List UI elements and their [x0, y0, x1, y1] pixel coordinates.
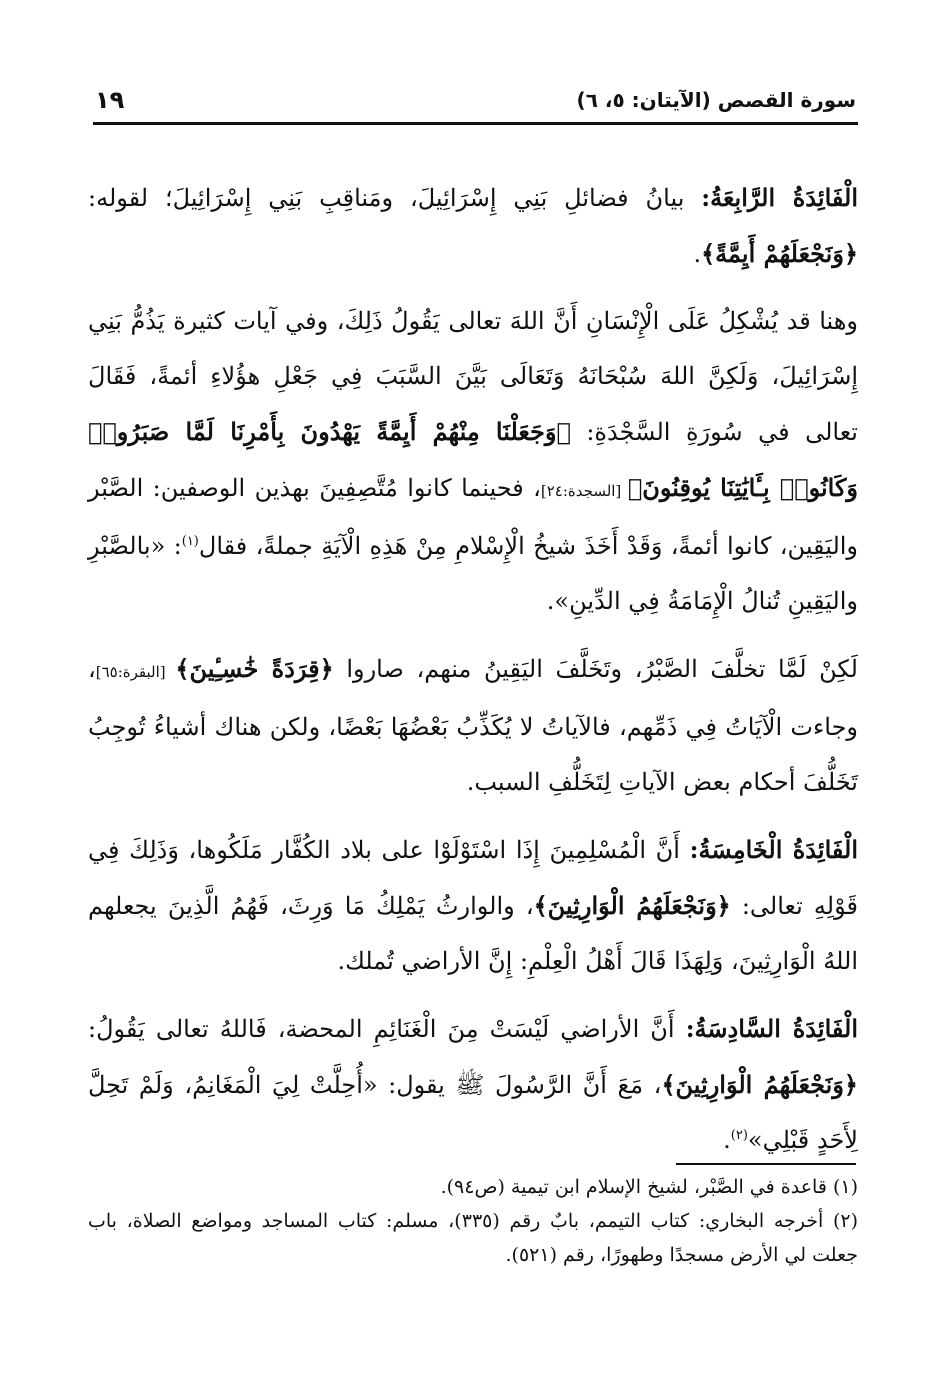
paragraph-text: لَكِنْ لَمَّا تخلَّفَ الصَّبْرُ، وتَخَلَّفَ اليَقِينُ منهم، صاروا: [333, 655, 858, 683]
verse-reference: [السجدة:٢٤]: [540, 482, 628, 500]
benefit-heading: الْفَائِدَةُ الرَّابِعَةُ:: [701, 183, 859, 212]
benefit-heading: الْفَائِدَةُ السَّادِسَةُ:: [685, 1014, 858, 1043]
quran-quote: ﴿وَجَعَلْنَا مِنْهُمْ أَيِمَّةً يَهْدُونَ بِأَمْرِنَا لَمَّا صَبَرُوا۟ وَكَانُوا۟ بِـَٔايَٰتِنَا يُوقِنُونَ﴾: [88, 417, 858, 502]
paragraph-text: بيانُ فضائلِ بَنِي إِسْرَائِيلَ، ومَناقِبِ بَنِي إِسْرَائِيلَ؛ لقوله:: [88, 184, 702, 212]
paragraph-text: .: [723, 1126, 731, 1154]
verse-reference: [البقرة:٦٥]: [95, 663, 176, 681]
paragraph-text: ، فحينما كانوا مُتَّصِفِينَ بهذين الوصفين: الصَّبْر واليَقِين، كانوا أئمةً، وَقَدْ أَخَذَ شيخُ الْإِسْلامِ مِنْ هَذِهِ الْآيَةِ جملةً، فقال: [88, 474, 859, 560]
benefit-heading: الْفَائِدَةُ الْخَامِسَةُ:: [689, 835, 859, 864]
paragraph-text: ، والوارثُ يَمْلِكُ مَا وَرِثَ، فَهُمُ الَّذِينَ يجعلهم اللهُ الْوَارِثِينَ، وَلِهَذَا قَالَ أَهْلُ الْعِلْمِ: إِنَّ الأراضي تُملك.: [88, 892, 858, 975]
paragraph-text: أَنَّ الْمُسْلِمِينَ إِذَا اسْتَوْلَوْا على بلاد الكُفَّار مَلَكُوها، وَذَلِكَ فِي قَوْلِهِ تعالى:: [88, 836, 858, 920]
paragraph-text: .: [693, 240, 702, 268]
paragraph-explanation: [88, 294, 858, 629]
paragraph-benefit-6: [88, 1001, 858, 1168]
running-head: سورة القصص (الآيتان: ٥، ٦): [576, 88, 856, 112]
footnote-1: (١) قاعدة في الصَّبْر، لشيخ الإسلام ابن تيمية (ص٩٤).: [440, 1176, 858, 1198]
footnote-marker: (١): [181, 534, 199, 549]
page-header: [95, 86, 856, 120]
quran-quote: ﴿وَنَجْعَلَهُمُ الْوَارِثِينَ﴾: [661, 1070, 858, 1099]
footnote-rule: [676, 1163, 856, 1165]
paragraph-benefit-4: [88, 170, 858, 282]
footnotes: [88, 1170, 858, 1272]
quran-quote: ﴿قِرَدَةً خَٰسِـِٔينَ﴾: [175, 654, 334, 683]
body-text: [88, 170, 858, 1180]
quran-quote: ﴿وَنَجْعَلَهُمُ الْوَارِثِينَ﴾: [533, 891, 731, 920]
paragraph-benefit-5: [88, 822, 858, 989]
paragraph-exception: [88, 641, 858, 810]
footnote-marker: (٢): [730, 1128, 748, 1143]
paragraph-text: ، وجاءت الْآيَاتُ فِي ذَمِّهم، فالآياتُ لا يُكَذِّبُ بَعْضُهَا بَعْضًا، ولكن هناك أشياءُ تُوجِبُ تَخَلُّفَ أحكام بعض الآياتِ لِتَخَلُّفِ السبب.: [88, 655, 858, 796]
page-number: ١٩: [95, 86, 125, 114]
paragraph-text: وهنا قد يُشْكِلُ عَلَى الْإِنْسَانِ أَنَّ اللهَ تعالى يَقُولُ ذَلِكَ، وفي آيات كثيرة يَذُمُّ بَنِي إِسْرَائِيلَ، وَلَكِنَّ اللهَ سُبْحَانَهُ وَتَعَالَى بَيَّنَ السَّبَبَ فِي جَعْلِ هؤُلاءِ أئمةً، فَقَالَ تعالى في سُورَةِ السَّجْدَةِ:: [88, 307, 858, 446]
quran-quote: ﴿وَنَجْعَلَهُمْ أَيِمَّةً﴾: [701, 239, 858, 268]
paragraph-text: ، مَعَ أَنَّ الرَّسُولَ ﷺ يقول: «أُحِلَّتْ لِيَ الْمَغَانِمُ، وَلَمْ تَحِلَّ لِأَحَدٍ قَبْلِي»: [88, 1071, 858, 1154]
footnote-2: (٢) أخرجه البخاري: كتاب التيمم، بابٌ رقم (٣٣٥)، مسلم: كتاب المساجد ومواضع الصلاة، باب جعلت لي الأرض مسجدًا وطهورًا، رقم (٥٢١).: [88, 1210, 858, 1266]
paragraph-text: أَنَّ الأراضي لَيْسَتْ مِنَ الْغَنَائِمِ المحضة، فَاللهُ تعالى يَقُولُ:: [88, 1015, 686, 1043]
header-rule: [93, 122, 858, 125]
paragraph-text: : «بالصَّبْرِ واليَقِينِ تُنالُ الْإِمَامَةُ فِي الدِّينِ».: [88, 532, 858, 615]
